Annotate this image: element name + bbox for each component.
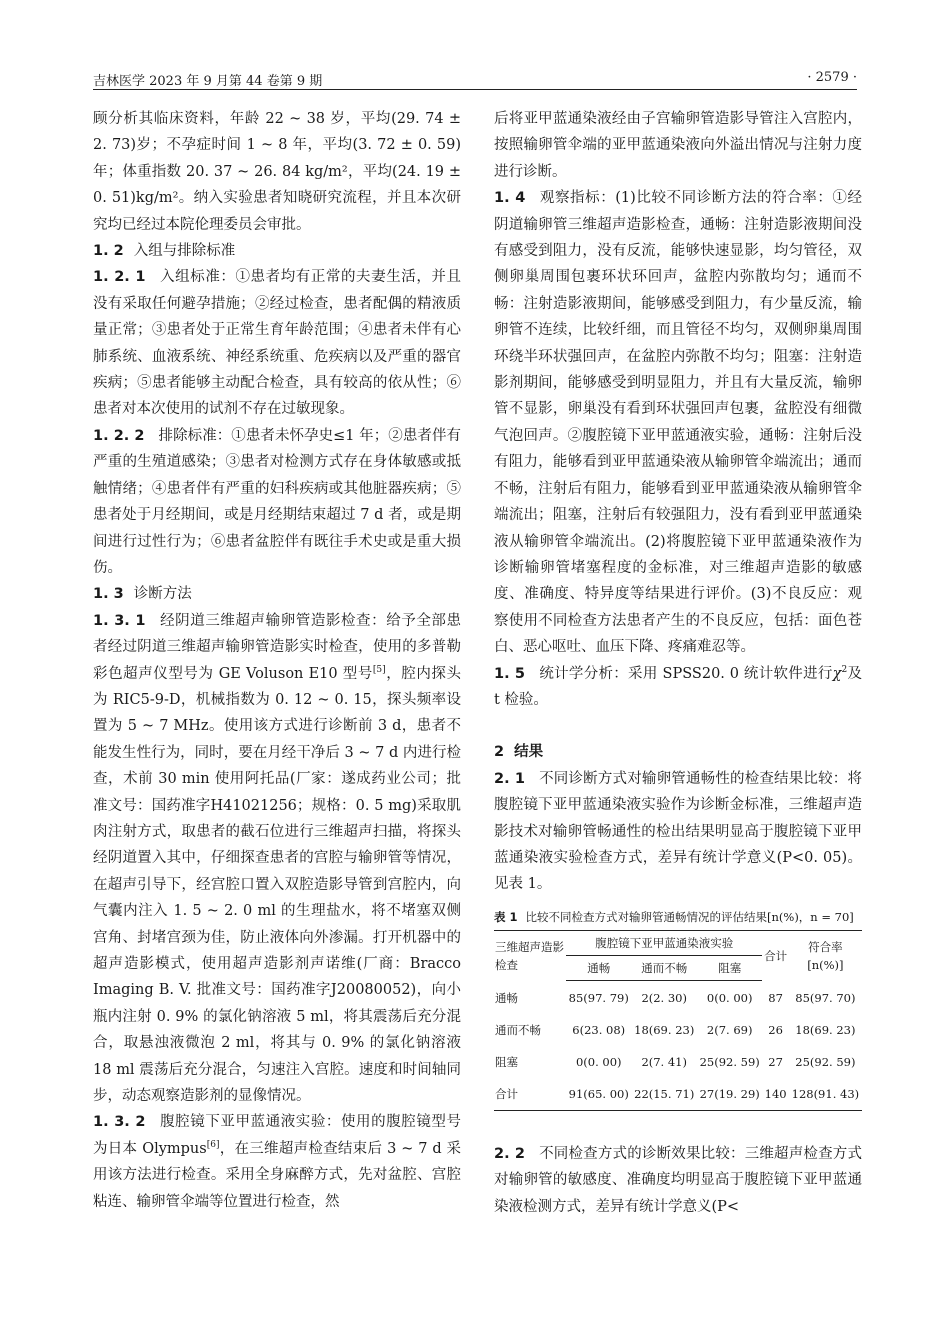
paragraph-text: 入组标准：①患者均有正常的夫妻生活，并且没有采取任何避孕措施；②经过检查，患者配偶的精液质量正常；③患者处于正常生育年龄范围；④患者未伴有心肺系统、血液系统、神经系统重、危疾病以及严重的器官疾病；⑤患者能够主动配合检查，具有较高的依从性；⑥患者对本次使用的试剂不存在过敏现象。 [93, 269, 461, 418]
paragraph-1-5 [494, 661, 862, 714]
table-header-group: 腹腔镜下亚甲蓝通染液实验 [566, 930, 762, 955]
section-1-3-heading [93, 581, 461, 607]
section-title: 结果 [514, 744, 544, 761]
row-label: 阻塞 [495, 1054, 518, 1069]
section-title: 入组与排除标准 [133, 243, 236, 260]
paragraph-text: 排除标准：①患者未怀孕史≤1 年；②患者伴有严重的生殖道感染；③患者对检测方式存在身体敏感或抵触情绪；④患者伴有严重的妇科疾病或其他脏器疾病；⑤患者处于月经期间，或是月经期结束超过 7 d 者，或是期间进行过性行为；⑥患者盆腔伴有既往手术史或是重大损伤。 [93, 427, 461, 576]
table-cell: 0(0. 00) [706, 990, 753, 1005]
table-cell: 27 [768, 1054, 783, 1069]
subsection-number: 2. 2 [494, 1145, 525, 1162]
table-cell: 2(2. 30) [641, 990, 687, 1005]
table-cell: 85(97. 79) [568, 990, 629, 1005]
table-1 [494, 930, 862, 1111]
paragraph-text: ，在三维超声检查结束后 3 ~ 7 d 采用该方法进行检查。采用全身麻醉方式，先对盆腔、宫腔粘连、输卵管伞端等位置进行检查，然 [93, 1140, 461, 1210]
table-cell: 2(7. 41) [641, 1054, 687, 1069]
table-cell: 18(69. 23) [795, 1022, 856, 1037]
table-cell: 85(97. 70) [795, 990, 856, 1005]
table-header-sub: 通而不畅 [631, 955, 696, 980]
table-header-sub: 通畅 [566, 955, 631, 980]
left-column [93, 106, 461, 1215]
table-cell: 128(91. 43) [789, 1078, 862, 1111]
section-number: 2 [494, 744, 505, 761]
section-1-2-heading [93, 238, 461, 264]
reference-marker: [5] [372, 664, 386, 675]
paragraph-1-2-2 [93, 423, 461, 581]
row-label: 通而不畅 [495, 1022, 541, 1037]
paragraph-1-4 [494, 185, 862, 660]
paragraph-text: ，腔内探头为 RIC5-9-D，机械指数为 0. 12 ~ 0. 15，探头频率设置为 5 ~ 7 MHz。使用该方式进行诊断前 3 d，患者不能发生性行为，同时，要在月经干净后 3 ~ 7 d 内进行检查，术前 30 min 使用阿托品(厂家：遂成药业公司；批准文号：国药准字H41021256；规格：0. 5 mg)采取肌肉注射方式，取患者的截石位进行三维超声扫描，将探头经阴道置入其中，仔细探查患者的宫腔与输卵管等情况，在超声引导下，经宫腔口置入双腔造影导管到宫腔内，向气囊内注入 1. 5 ~ 2. 0 ml 的生理盐水，将不堵塞双侧宫角、封堵宫颈为佳，防止液体向外渗漏。打开机器中的超声造影模式，使用超声造影剂声诺维(厂商：Bracco Imaging B. V. 批准文号：国药准字J20080052)，向小瓶内注射 0. 9% 的氯化钠溶液 5 ml，将其震荡后充分混合，取悬浊液微泡 2 ml，将其与 0. 9% 的氯化钠溶液 18 ml 震荡后充分混合，匀速注入宫腔。速度和时间轴同步，动态观察造影剂的显像情况。 [93, 665, 462, 1105]
subsection-number: 1. 2. 2 [93, 427, 145, 444]
header-rule [93, 89, 857, 90]
table-cell: 6(23. 08) [572, 1022, 626, 1037]
table-row [494, 1078, 862, 1111]
running-header [93, 66, 857, 88]
table-header-row-label: 三维超声造影检查 [494, 930, 566, 980]
table-cell: 25(92. 59) [699, 1054, 760, 1069]
table-cell: 87 [768, 990, 783, 1005]
section-2-heading [494, 739, 862, 765]
superscript: 2 [841, 664, 848, 675]
chi-symbol: χ [832, 665, 842, 682]
rate-unit: [n(%)] [807, 957, 844, 972]
paragraph-2-1 [494, 766, 862, 898]
subsection-number: 2. 1 [494, 770, 525, 787]
paragraph-text: 统计学分析：采用 SPSS20. 0 统计软件进行 [539, 665, 833, 682]
table-cell: 91(65. 00) [566, 1078, 631, 1111]
table-header-sub: 阻塞 [697, 955, 762, 980]
page-number: · 2579 · [807, 70, 857, 85]
table-cell: 26 [768, 1022, 783, 1037]
table-caption-text: 比较不同检查方式对输卵管通畅情况的评估结果[n(%)，n = 70] [525, 909, 854, 924]
table-cell: 22(15. 71) [631, 1078, 696, 1111]
table-header-total: 合计 [762, 930, 788, 980]
subsection-number: 1. 4 [494, 190, 526, 207]
spacer [494, 1111, 862, 1141]
table-cell: 140 [762, 1078, 788, 1111]
table-row [494, 1014, 862, 1046]
subsection-number: 1. 3. 1 [93, 612, 146, 629]
section-number: 1. 2 [93, 243, 124, 260]
reference-marker: [6] [206, 1140, 220, 1151]
section-number: 1. 3 [93, 586, 124, 603]
paragraph-1-3-1 [93, 608, 461, 1110]
journal-issue: 吉林医学 2023 年 9 月第 44 卷第 9 期 [93, 74, 323, 89]
rate-label: 符合率 [808, 939, 843, 954]
paragraph-1-3-2 [93, 1109, 461, 1215]
row-label: 合计 [494, 1078, 566, 1111]
continued-paragraph: 后将亚甲蓝通染液经由子宫输卵管造影导管注入宫腔内，按照输卵管伞端的亚甲蓝通染液向外溢出情况与注射力度进行诊断。 [494, 111, 862, 180]
paragraph-text: 观察指标：(1)比较不同诊断方法的符合率：①经阴道输卵管三维超声造影检查，通畅：注射造影液期间没有感受到阻力，没有反流，能够快速显影，均匀管径，双侧卵巢周围包裹环状环回声，盆腔内弥散均匀；通而不畅：注射造影液期间，能够感受到阻力，有少量反流，输卵管不连续，比较纤细，而且管径不均匀，双侧卵巢周围环绕半环状强回声，在盆腔内弥散不均匀；阻塞：注射造影剂期间，能够感受到明显阻力，并且有大量反流，输卵管不显影，卵巢没有看到环状强回声包裹，盆腔没有细微气泡回声。②腹腔镜下亚甲蓝通液实验，通畅：注射后没有阻力，能够看到亚甲蓝通染液从输卵管伞端流出；通而不畅，注射后有阻力，能够看到亚甲蓝通染液从输卵管伞端流出；阻塞，注射后有较强阻力，没有看到亚甲蓝通染液从输卵管伞端流出。(2)将腹腔镜下亚甲蓝通染液作为诊断输卵管堵塞程度的金标准，对三维超声造影的敏感度、准确度、特异度等结果进行评价。(3)不良反应：观察使用不同检查方法患者产生的不良反应，包括：面色苍白、恶心呕吐、血压下降、疼痛难忍等。 [494, 190, 862, 656]
paragraph-text: 不同诊断方式对输卵管通畅性的检查结果比较：将腹腔镜下亚甲蓝通染液实验作为诊断金标准，三维超声造影技术对输卵管畅通性的检出结果明显高于腹腔镜下亚甲蓝通染液实验检查方式，差异有统计学意义(P<0. 05)。见表 1。 [494, 770, 862, 893]
table-caption [494, 908, 862, 926]
paragraph-1-2-1 [93, 264, 461, 422]
table-row [494, 1046, 862, 1078]
spacer [494, 713, 862, 739]
subsection-number: 1. 5 [494, 665, 526, 682]
subsection-number: 1. 2. 1 [93, 269, 146, 286]
table-cell: 2(7. 69) [706, 1022, 753, 1037]
table-number: 表 1 [494, 909, 518, 924]
paragraph-text: 经阴道三维超声输卵管造影检查：给予全部患者经过阴道三维超声输卵管造影实时检查，使用的多普勒彩色超声仪型号为 GE Voluson E10 型号 [93, 612, 461, 682]
table-row [494, 980, 862, 1014]
table-cell: 0(0. 00) [575, 1054, 622, 1069]
table-header-rate [789, 930, 862, 980]
section-title: 诊断方法 [133, 586, 192, 603]
subsection-number: 1. 3. 2 [93, 1114, 146, 1131]
table-cell: 25(92. 59) [795, 1054, 856, 1069]
row-label: 通畅 [495, 990, 518, 1005]
intro-paragraph: 顾分析其临床资料，年龄 22 ~ 38 岁，平均(29. 74 ± 2. 73)岁；不孕症时间 1 ~ 8 年，平均(3. 72 ± 0. 59)年；体重指数 20. 37 ~ 26. 84 kg/m²，平均(24. 19 ± 0. 51)kg/m²。纳入实验患者知晓研究流程，并且本次研究均已经过本院伦理委员会审批。 [93, 111, 461, 233]
paragraph-2-2 [494, 1141, 862, 1220]
paragraph-text: 及 t 检验。 [494, 665, 862, 708]
table-cell: 27(19. 29) [697, 1078, 762, 1111]
paragraph-text: 不同检查方式的诊断效果比较：三维超声检查方式对输卵管的敏感度、准确度均明显高于腹腔镜下亚甲蓝通染液检测方式，差异有统计学意义(P< [494, 1145, 862, 1215]
right-column [494, 106, 862, 1220]
table-cell: 18(69. 23) [634, 1022, 695, 1037]
paragraph-text: 腹腔镜下亚甲蓝通液实验：使用的腹腔镜型号为日本 Olympus [93, 1114, 461, 1157]
